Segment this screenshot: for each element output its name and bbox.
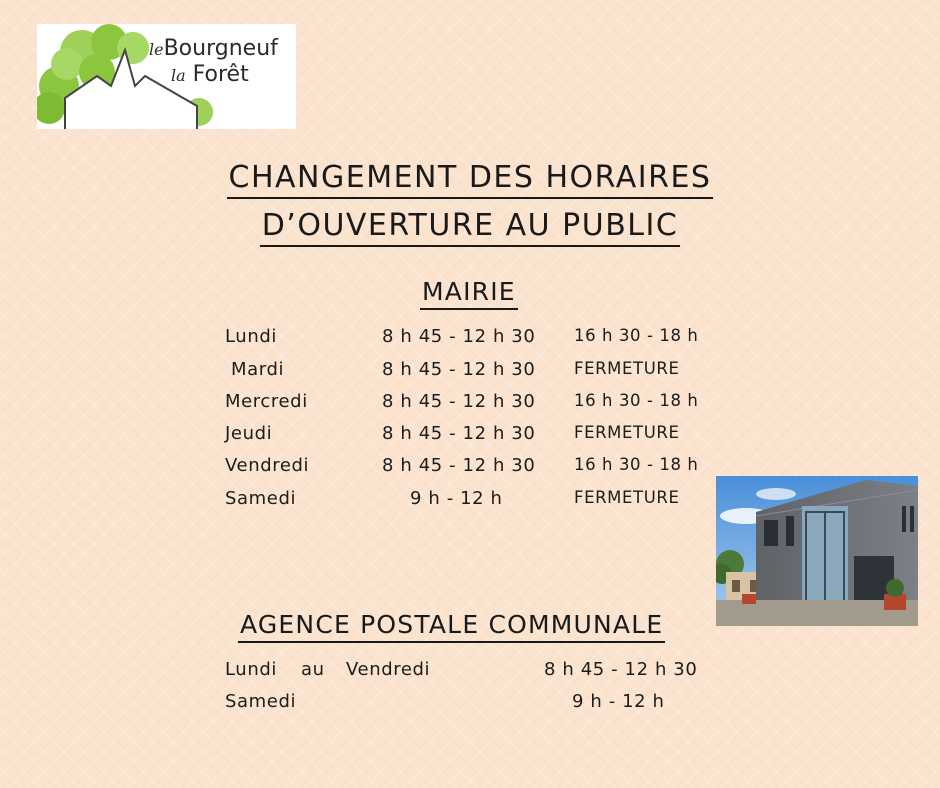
morning-hours: 9 h - 12 h [410, 488, 503, 509]
page-title-line-1: CHANGEMENT DES HORAIRES [0, 160, 940, 195]
day-from-label: Lundi [225, 659, 277, 680]
day-connector-label: au [301, 659, 325, 680]
afternoon-hours: 16 h 30 - 18 h [574, 326, 699, 345]
afternoon-hours: FERMETURE [574, 423, 680, 442]
agence-postale-heading: AGENCE POSTALE COMMUNALE [238, 610, 665, 639]
logo-line-2: la Forêt [171, 62, 249, 87]
afternoon-hours: 16 h 30 - 18 h [574, 455, 699, 474]
morning-hours: 8 h 45 - 12 h 30 [382, 359, 536, 380]
town-hall-photo [716, 476, 918, 626]
schedule-row [0, 423, 940, 447]
day-label: Jeudi [225, 423, 273, 444]
day-label: Lundi [225, 326, 277, 347]
day-to-label: Vendredi [346, 659, 431, 680]
schedule-row [0, 691, 940, 715]
municipality-logo [37, 24, 296, 129]
schedule-row [0, 326, 940, 350]
morning-hours: 8 h 45 - 12 h 30 [382, 455, 536, 476]
day-label: Mercredi [225, 391, 308, 412]
schedule-row [0, 359, 940, 383]
town-hall-building-image [716, 476, 918, 626]
morning-hours: 8 h 45 - 12 h 30 [382, 391, 536, 412]
morning-hours: 8 h 45 - 12 h 30 [382, 423, 536, 444]
day-label: Mardi [231, 359, 285, 380]
schedule-row [0, 391, 940, 415]
page-title-line-2: D’OUVERTURE AU PUBLIC [0, 208, 940, 243]
opening-hours: 9 h - 12 h [572, 691, 665, 712]
morning-hours: 8 h 45 - 12 h 30 [382, 326, 536, 347]
afternoon-hours: FERMETURE [574, 359, 680, 378]
opening-hours: 8 h 45 - 12 h 30 [544, 659, 698, 680]
day-label: Vendredi [225, 455, 310, 476]
afternoon-hours: FERMETURE [574, 488, 680, 507]
mairie-heading: MAIRIE [420, 277, 518, 306]
logo-line-1: leBourgneuf [149, 36, 278, 61]
schedule-row [0, 659, 940, 683]
day-label: Samedi [225, 488, 297, 509]
day-from-label: Samedi [225, 691, 297, 712]
afternoon-hours: 16 h 30 - 18 h [574, 391, 699, 410]
